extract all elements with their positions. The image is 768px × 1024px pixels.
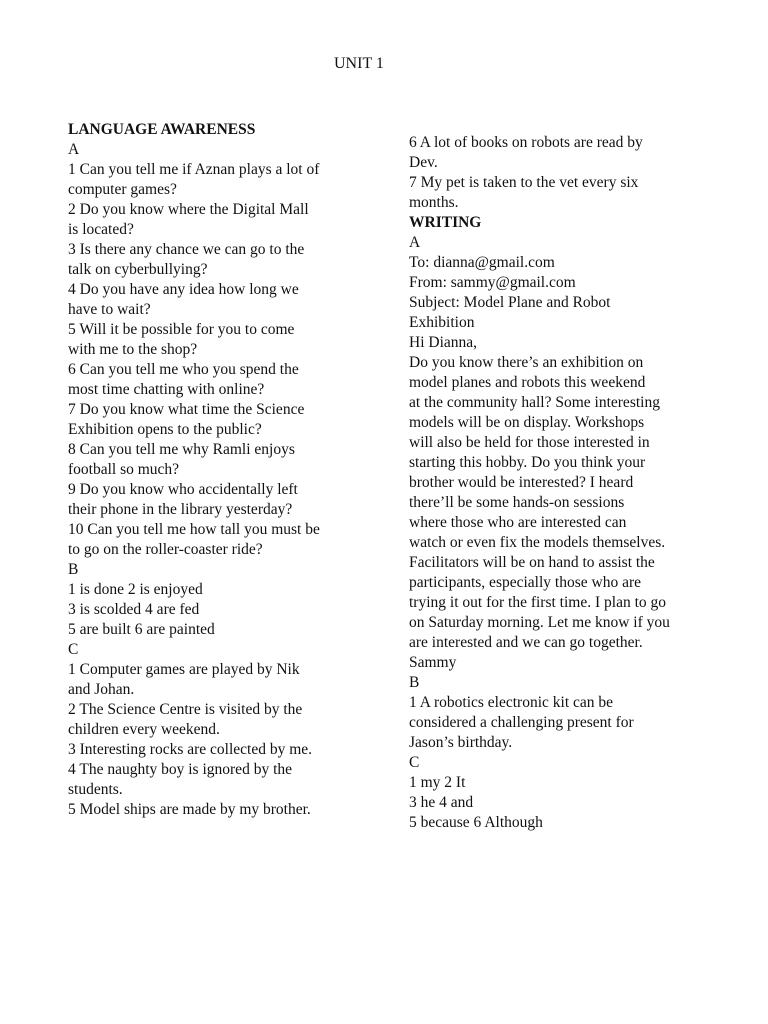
text-line: 5 Model ships are made by my brother. <box>68 801 311 818</box>
text-line: 7 Do you know what time the Science <box>68 401 305 418</box>
text-line: 2 Do you know where the Digital Mall <box>68 201 309 218</box>
text-line: B <box>68 561 79 578</box>
text-line: 1 my 2 It <box>409 774 466 791</box>
text-line: starting this hobby. Do you think your <box>409 454 646 471</box>
text-line: A <box>68 141 80 158</box>
text-line: 3 Interesting rocks are collected by me. <box>68 741 313 758</box>
text-line: models will be on display. Workshops <box>409 414 645 431</box>
text-line: 1 A robotics electronic kit can be <box>409 694 614 711</box>
text-line: 3 Is there any chance we can go to the <box>68 241 305 258</box>
right-column <box>409 133 704 833</box>
text-line: 6 Can you tell me who you spend the <box>68 361 299 378</box>
text-line: on Saturday morning. Let me know if you <box>409 614 670 631</box>
text-line: will also be held for those interested in <box>409 434 650 451</box>
text-line: to go on the roller-coaster ride? <box>68 541 263 558</box>
text-line: 3 he 4 and <box>409 794 474 811</box>
text-line: is located? <box>68 221 134 238</box>
text-line: their phone in the library yesterday? <box>68 501 293 518</box>
text-line: 5 are built 6 are painted <box>68 621 215 638</box>
text-line: To: dianna@gmail.com <box>409 254 555 271</box>
text-line: with me to the shop? <box>68 341 198 358</box>
text-line: 5 Will it be possible for you to come <box>68 321 295 338</box>
text-line: have to wait? <box>68 301 151 318</box>
text-line: students. <box>68 781 123 798</box>
section-heading: LANGUAGE AWARENESS <box>68 121 256 138</box>
text-line: at the community hall? Some interesting <box>409 394 660 411</box>
text-line: 6 A lot of books on robots are read by <box>409 134 643 151</box>
text-line: there’ll be some hands-on sessions <box>409 494 625 511</box>
text-line: Do you know there’s an exhibition on <box>409 354 644 371</box>
text-line: children every weekend. <box>68 721 220 738</box>
text-line: 5 because 6 Although <box>409 814 543 831</box>
text-line: where those who are interested can <box>409 514 627 531</box>
text-line: 3 is scolded 4 are fed <box>68 601 200 618</box>
text-line: brother would be interested? I heard <box>409 474 634 491</box>
text-line: Jason’s birthday. <box>409 734 513 751</box>
text-line: model planes and robots this weekend <box>409 374 646 391</box>
left-column <box>68 120 353 820</box>
text-line: 8 Can you tell me why Ramli enjoys <box>68 441 295 458</box>
text-line: From: sammy@gmail.com <box>409 274 576 291</box>
text-line: Dev. <box>409 154 438 171</box>
text-line: 1 Can you tell me if Aznan plays a lot of <box>68 161 320 178</box>
text-line: talk on cyberbullying? <box>68 261 208 278</box>
page-title: UNIT 1 <box>334 55 384 72</box>
text-line: most time chatting with online? <box>68 381 265 398</box>
text-line: and Johan. <box>68 681 135 698</box>
text-line: Subject: Model Plane and Robot <box>409 294 611 311</box>
text-line: considered a challenging present for <box>409 714 634 731</box>
text-line: 10 Can you tell me how tall you must be <box>68 521 320 538</box>
text-line: Exhibition opens to the public? <box>68 421 262 438</box>
text-line: are interested and we can go together. <box>409 634 643 651</box>
text-line: football so much? <box>68 461 180 478</box>
text-line: 1 Computer games are played by Nik <box>68 661 300 678</box>
text-line: trying it out for the first time. I plan to go <box>409 594 666 611</box>
text-line: A <box>409 234 421 251</box>
text-line: 4 Do you have any idea how long we <box>68 281 299 298</box>
text-line: months. <box>409 194 459 211</box>
text-line: 2 The Science Centre is visited by the <box>68 701 303 718</box>
text-line: Facilitators will be on hand to assist the <box>409 554 655 571</box>
text-line: 7 My pet is taken to the vet every six <box>409 174 639 191</box>
text-line: watch or even fix the models themselves. <box>409 534 666 551</box>
text-line: 4 The naughty boy is ignored by the <box>68 761 293 778</box>
section-heading: WRITING <box>409 214 482 231</box>
text-line: computer games? <box>68 181 177 198</box>
text-line: 9 Do you know who accidentally left <box>68 481 298 498</box>
text-line: B <box>409 674 420 691</box>
text-line: 1 is done 2 is enjoyed <box>68 581 203 598</box>
text-line: C <box>409 754 420 771</box>
text-line: C <box>68 641 79 658</box>
text-line: Hi Dianna, <box>409 334 478 351</box>
text-line: participants, especially those who are <box>409 574 641 591</box>
text-line: Exhibition <box>409 314 475 331</box>
text-line: Sammy <box>409 654 457 671</box>
